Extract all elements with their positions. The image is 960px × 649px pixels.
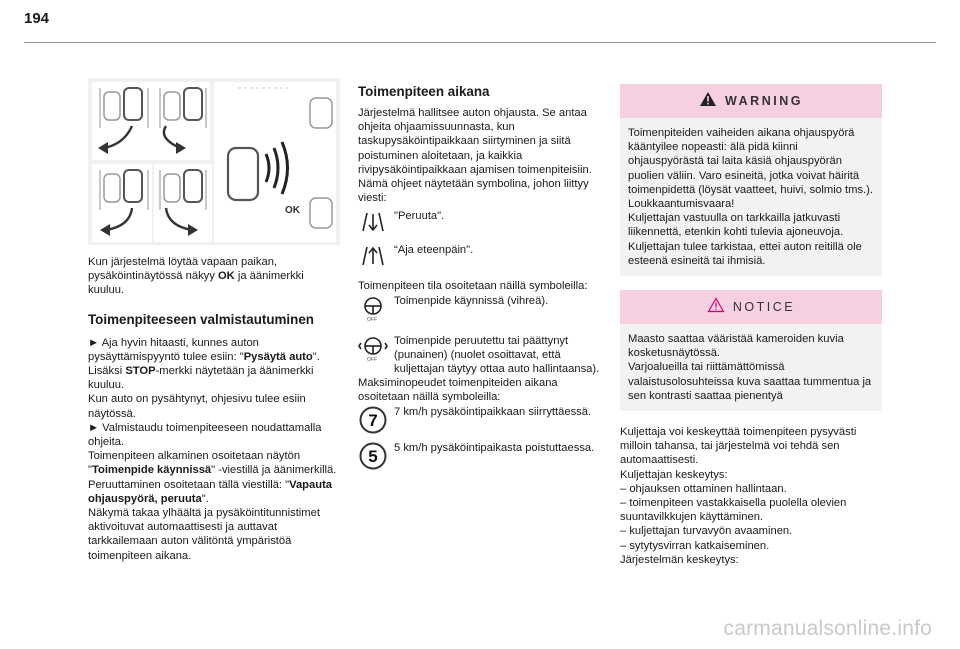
speed-limit-5-icon bbox=[358, 441, 394, 471]
camera-view-text: Näkymä takaa ylhäältä ja pysäköintitunnistimet aktivoituvat automaattisesti ja auttavat tarkkailemaan auton välitöntä ympäristöä toimenpiteen aikana. bbox=[88, 507, 320, 562]
section-heading-preparation: Toimenpiteeseen valmistautuminen bbox=[88, 311, 314, 327]
forward-arrow-icon bbox=[358, 243, 394, 269]
notice-text: Maasto saattaa vääristää kameroiden kuvia kosketusnäytössä. Varjoalueilla tai riittämättömissä valaistusolosuhteissa kuva saattaa tummentua ja sen kontrasti saattaa pienentyä bbox=[628, 333, 872, 402]
symbol-active-label: Toimenpide käynnissä (vihreä). bbox=[394, 294, 549, 307]
symbol-cancel-label: Toimenpide peruutettu tai päättynyt (punainen) (nuolet osoittavat, että kuljettajan täytyy ottaa auto hallintaansa). bbox=[394, 334, 600, 376]
watermark-text: carmanualsonline.info bbox=[723, 617, 932, 640]
svg-text:OFF: OFF bbox=[367, 356, 377, 362]
intro-paragraph: Kun järjestelmä löytää vapaan paikan, pysäköintinäytössä näkyy OK ja äänimerkki kuuluu. bbox=[88, 256, 304, 297]
symbol-row-speed5 bbox=[358, 441, 610, 471]
symbol-reverse-label: "Peruuta". bbox=[394, 210, 445, 223]
reverse-arrow-icon bbox=[358, 209, 394, 235]
symbol-row-active bbox=[358, 294, 610, 322]
warning-triangle-icon bbox=[699, 91, 717, 111]
steering-wheel-cancel-icon bbox=[358, 334, 394, 362]
notice-header bbox=[620, 290, 882, 324]
during-intro: Järjestelmä hallitsee auton ohjausta. Se antaa ohjeita ohjaamissuunnasta, kun taskupysäköintipaikkaan siirtyminen ja siitä poistuminen aloitetaan, ja kaikkia rivipysäköintipaikkaan ajamisen toimenpiteisiin. Nämä ohjeet näytetään symbolina, johon liittyy viesti: bbox=[358, 107, 592, 205]
warning-header bbox=[620, 84, 882, 118]
svg-text:7: 7 bbox=[368, 410, 378, 430]
warning-box bbox=[620, 84, 882, 276]
column-left bbox=[88, 78, 340, 563]
speed7-label: 7 km/h pysäköintipaikkaan siirryttäessä. bbox=[394, 405, 592, 418]
notice-triangle-icon bbox=[707, 297, 725, 317]
svg-text:OFF: OFF bbox=[367, 316, 377, 322]
header-divider bbox=[24, 42, 936, 43]
notice-title: NOTICE bbox=[732, 299, 796, 314]
start-message-text: Toimenpiteen alkaminen osoitetaan näytön "Toimenpide käynnissä" -viestillä ja äänimerkillä. bbox=[88, 450, 337, 477]
symbol-forward-label: “Aja eteenpäin". bbox=[394, 244, 474, 257]
step-prepare: ► Valmistaudu toimenpiteeseen noudattamalla ohjeita. bbox=[88, 421, 322, 449]
parking-illustration bbox=[88, 78, 340, 245]
warning-title: WARNING bbox=[725, 93, 803, 108]
notice-box bbox=[620, 290, 882, 411]
svg-text:5: 5 bbox=[368, 446, 378, 466]
stop-sign-text: Lisäksi STOP-merkki näytetään ja äänimerkki kuuluu. bbox=[88, 365, 314, 392]
speed-limit-7-icon bbox=[358, 405, 394, 435]
symbol-row-reverse bbox=[358, 209, 610, 235]
illustration-ok-label: OK bbox=[285, 205, 300, 216]
steering-wheel-active-icon bbox=[358, 294, 394, 322]
symbol-row-speed7 bbox=[358, 405, 610, 435]
help-page-text: Kun auto on pysähtynyt, ohjesivu tulee esiin näytössä. bbox=[88, 393, 306, 420]
interruption-text: Kuljettaja voi keskeyttää toimenpiteen pysyvästi milloin tahansa, tai järjestelmä voi tehdä sen automaattisesti. Kuljettajan keskeytys: – ohjauksen ottaminen hallintaan. – toimenpiteen vastakkaisella puolella olevien suuntavilkkujen käyttäminen. – kuljettajan turvavyön avaaminen. – sytytysvirran katkaiseminen. Järjestelmän keskeytys: bbox=[620, 426, 857, 566]
symbol-row-cancel bbox=[358, 334, 610, 377]
symbol-row-forward bbox=[358, 243, 610, 269]
step-stop-car: ► Aja hyvin hitaasti, kunnes auton pysäyttämispyyntö tulee esiin: "Pysäytä auto". bbox=[88, 336, 320, 363]
warning-text: Toimenpiteiden vaiheiden aikana ohjauspyörä kääntyilee nopeasti: älä pidä kiinni ohjauspyörästä tai laita käsiä ohjauspyörän puolien väliin. Varo esineitä, jotka voivat häiritä toimenpidettä (löysät vaatteet, huivi, solmio tms.). Loukkaantumisvaara! Kuljettajan vastuulla on tarkkailla jatkuvasti liikennettä, etenkin kohti tulevia ajoneuvoja. Kuljettajan tulee tarkistaa, ettei auton reitillä ole esteenä esineitä tai ihmisiä. bbox=[628, 127, 873, 267]
column-middle bbox=[358, 84, 610, 471]
speed5-label: 5 km/h pysäköintipaikasta poistuttaessa. bbox=[394, 441, 595, 454]
status-intro: Toimenpiteen tila osoitetaan näillä symboleilla: bbox=[358, 280, 588, 293]
column-right bbox=[620, 84, 882, 567]
page-number: 194 bbox=[24, 10, 50, 27]
section-heading-during: Toimenpiteen aikana bbox=[358, 84, 490, 99]
speed-intro: Maksiminopeudet toimenpiteiden aikana osoitetaan näillä symboleilla: bbox=[358, 377, 558, 404]
reverse-message-text: Peruuttaminen osoitetaan tällä viestillä: "Vapauta ohjauspyörä, peruuta". bbox=[88, 478, 333, 505]
